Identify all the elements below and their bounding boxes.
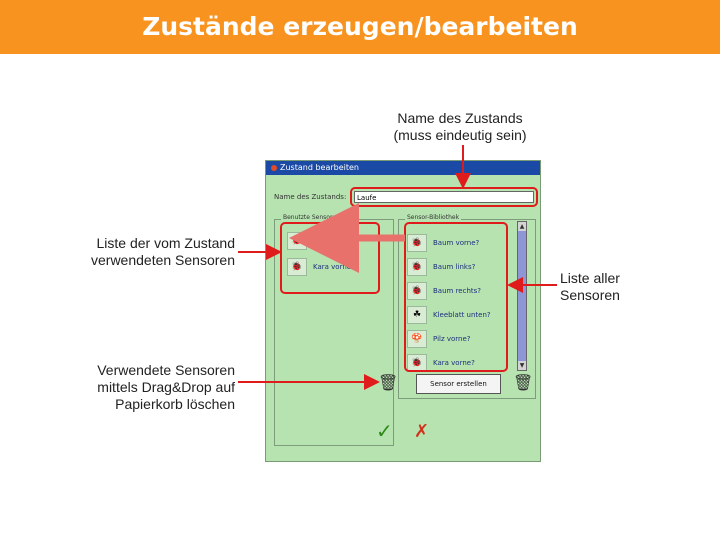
ok-checkmark-icon[interactable]: ✓ [376,419,393,443]
library-sensor-item[interactable]: 🐞 Kara vorne? [407,354,475,372]
highlight-name-field [350,187,538,207]
library-sensor-item[interactable]: 🐞 Baum vorne? [407,234,479,252]
window-icon [271,165,277,171]
cancel-x-icon[interactable]: ✗ [414,421,430,442]
used-sensor-item[interactable]: 🐞 Kara vorne? [287,258,355,276]
library-sensor-item[interactable]: ☘ Kleeblatt unten? [407,306,491,324]
mushroom-icon: 🍄 [407,330,427,348]
library-sensor-item[interactable]: 🐞 Baum links? [407,258,475,276]
ladybug-icon: 🐞 [407,258,427,276]
note-all-sensors: Liste aller Sensoren [560,270,620,303]
highlight-used-sensors [280,222,380,294]
note-delete-sensors: Verwendete Sensoren mittels Drag&Drop auf Papierkorb löschen [97,362,235,412]
scroll-down-arrow-icon[interactable]: ▼ [519,362,525,369]
library-sensor-item[interactable]: 🍄 Pilz vorne? [407,330,471,348]
ladybug-icon: 🐞 [407,234,427,252]
scroll-up-arrow-icon[interactable]: ▲ [519,223,525,230]
clover-icon: ☘ [407,306,427,324]
ladybug-icon: 🐞 [407,354,427,372]
used-sensors-group-title: Benutzte Sensoren [283,214,340,221]
ladybug-icon: 🐞 [287,232,307,250]
highlight-library-sensors [404,222,508,372]
slide-title: Zustände erzeugen/bearbeiten [0,0,720,54]
create-sensor-button[interactable]: Sensor erstellen [416,374,501,394]
state-name-label: Name des Zustands: [274,193,347,201]
used-trash-icon[interactable]: 🗑 [378,373,399,392]
library-scrollbar[interactable] [517,221,527,371]
library-trash-icon[interactable]: 🗑 [513,373,534,392]
note-state-name: Name des Zustands (muss eindeutig sein) [393,110,527,143]
sensor-library-group-title: Sensor-Bibliothek [407,214,460,221]
window-titlebar: Zustand bearbeiten [266,161,540,175]
library-sensor-item[interactable]: 🐞 Baum rechts? [407,282,481,300]
state-name-input[interactable]: Laufe [354,191,534,203]
ladybug-icon: 🐞 [287,258,307,276]
used-sensor-item[interactable]: 🐞 Baum vorne? [287,232,359,250]
note-used-sensors: Liste der vom Zustand verwendeten Sensoren [91,235,235,268]
ladybug-icon: 🐞 [407,282,427,300]
